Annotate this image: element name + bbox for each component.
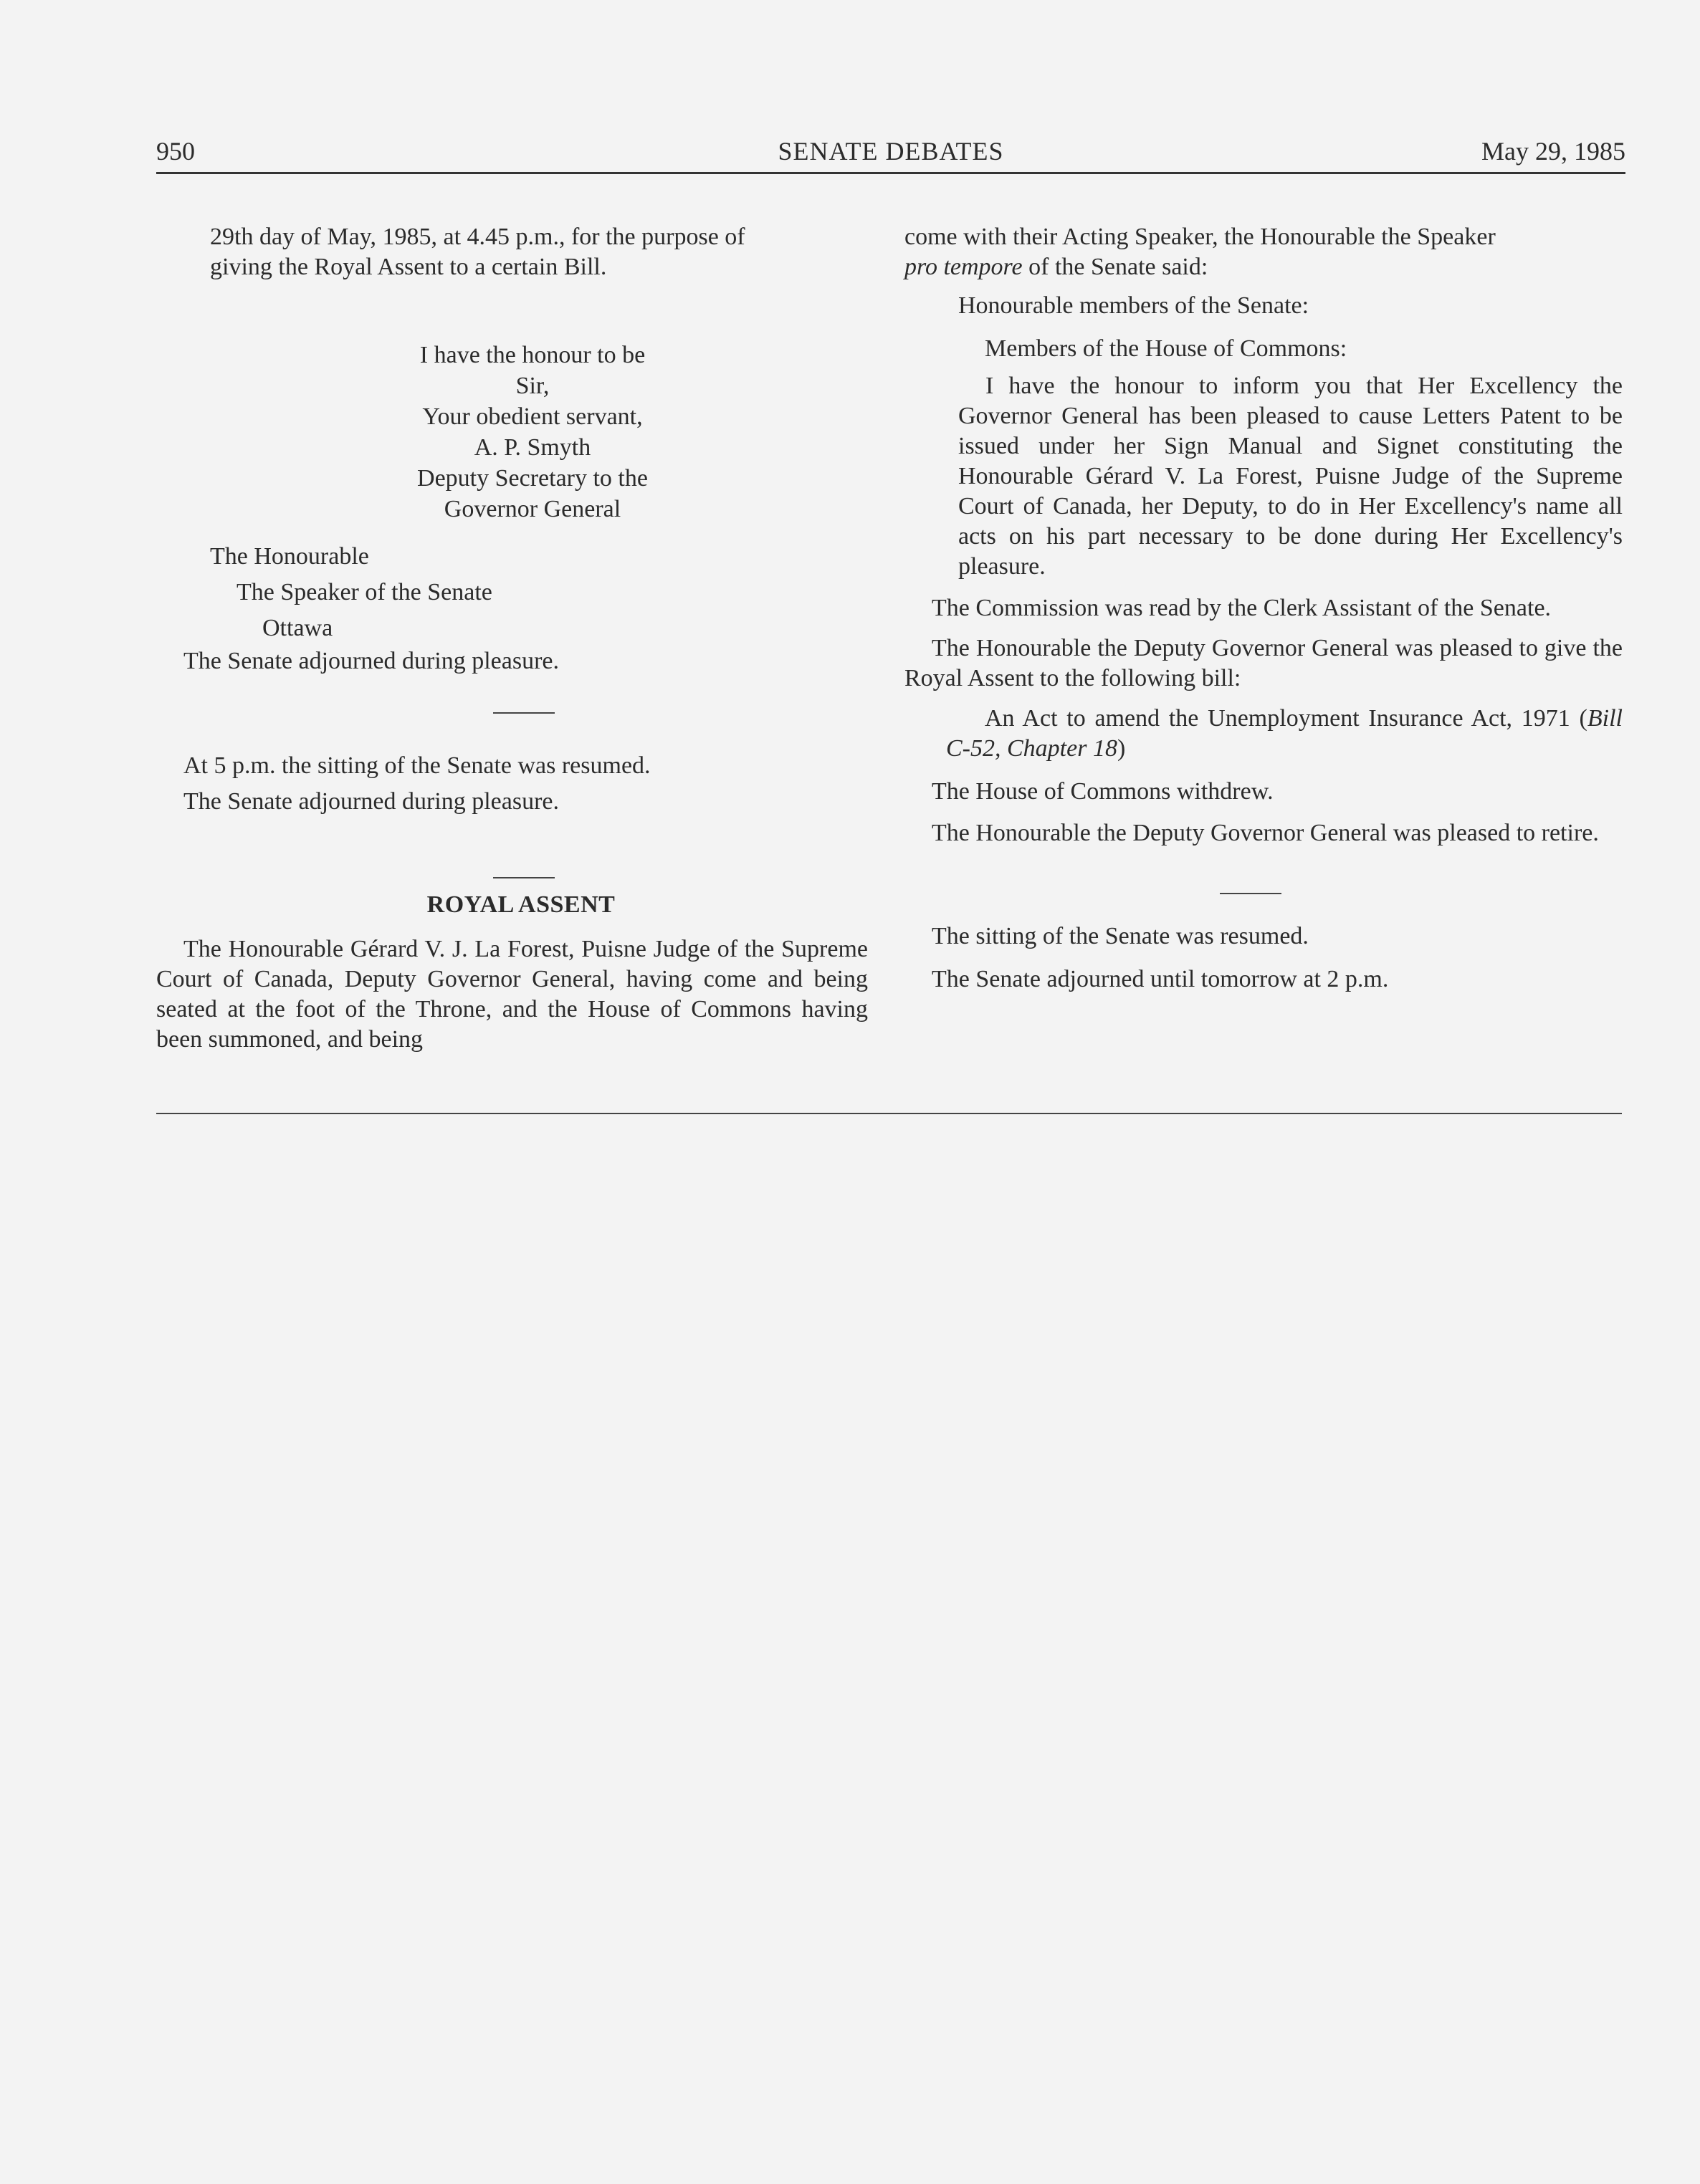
signature-line: I have the honour to be — [419, 342, 646, 368]
left-column — [156, 222, 868, 1055]
address-line: The Honourable — [210, 543, 369, 570]
assent-paragraph: The Honourable the Deputy Governor General was pleased to give the Royal Assent to the following bill: — [904, 635, 1623, 691]
retire-paragraph: The Honourable the Deputy Governor General was pleased to retire. — [932, 820, 1599, 846]
signature-line: Your obedient servant, — [422, 403, 643, 430]
publication-title: SENATE DEBATES — [778, 137, 1004, 166]
running-header — [156, 136, 1625, 171]
adjourned-text: The Senate adjourned during pleasure. — [183, 648, 559, 674]
withdrew-text: The House of Commons withdrew. — [932, 778, 1274, 805]
continued-paragraph — [904, 222, 1623, 282]
signature-line: A. P. Smyth — [474, 434, 591, 461]
resumed-text: At 5 p.m. the sitting of the Senate was resumed. — [183, 752, 651, 779]
bill-title — [904, 704, 1623, 764]
address-line: Ottawa — [262, 615, 333, 641]
royal-assent-paragraph: The Honourable Gérard V. J. La Forest, Puisne Judge of the Supreme Court of Canada, Deputy Governor General, having come and being seated at the foot of the Throne, and the House of Commons having been summoned, and being — [156, 936, 868, 1053]
footer-rule — [156, 1113, 1622, 1114]
adjourned-text: The Senate adjourned during pleasure. — [183, 788, 559, 815]
letter-opening-line-1: 29th day of May, 1985, at 4.45 p.m., for the purpose of — [210, 224, 745, 250]
italic-term: pro tempore — [904, 254, 1023, 280]
sitting-resumed-text: The sitting of the Senate was resumed. — [932, 923, 1309, 949]
bill-text: ) — [1117, 735, 1126, 762]
bill-reference: Bill C-52, Chapter 18 — [946, 705, 1623, 762]
address-line: The Speaker of the Senate — [237, 579, 492, 605]
adjourned-until-text: The Senate adjourned until tomorrow at 2 p.m. — [932, 966, 1389, 992]
bill-text: An Act to amend the Unemployment Insurance Act, 1971 ( — [985, 705, 1587, 732]
right-column — [904, 222, 1623, 995]
header-date: May 29, 1985 — [1481, 137, 1625, 166]
signature-line: Sir, — [515, 373, 550, 399]
speech-paragraph: I have the honour to inform you that Her Excellency the Governor General has been pleased to cause Letters Patent to be issued under her Sign Manual and Signet constituting the Honourable Gérard V. La Forest, Puisne Judge of the Supreme Court of Canada, her Deputy, to do in Her Excellency's name all acts on his part necessary to be done during Her Excellency's pleasure. — [958, 373, 1623, 580]
letter-opening-line-2: giving the Royal Assent to a certain Bill. — [210, 254, 607, 280]
address-block — [156, 539, 868, 646]
signature-block — [156, 340, 909, 525]
header-rule — [156, 172, 1625, 174]
section-heading: ROYAL ASSENT — [426, 891, 616, 918]
signature-line: Governor General — [444, 496, 621, 522]
signature-line: Deputy Secretary to the — [417, 465, 648, 492]
salutation: Members of the House of Commons: — [985, 335, 1347, 362]
commission-paragraph: The Commission was read by the Clerk Assistant of the Senate. — [932, 595, 1552, 621]
page-number: 950 — [156, 137, 195, 166]
continued-text: come with their Acting Speaker, the Honourable the Speaker — [904, 224, 1496, 250]
continued-text: of the Senate said: — [1022, 254, 1208, 280]
salutation: Honourable members of the Senate: — [958, 292, 1309, 319]
